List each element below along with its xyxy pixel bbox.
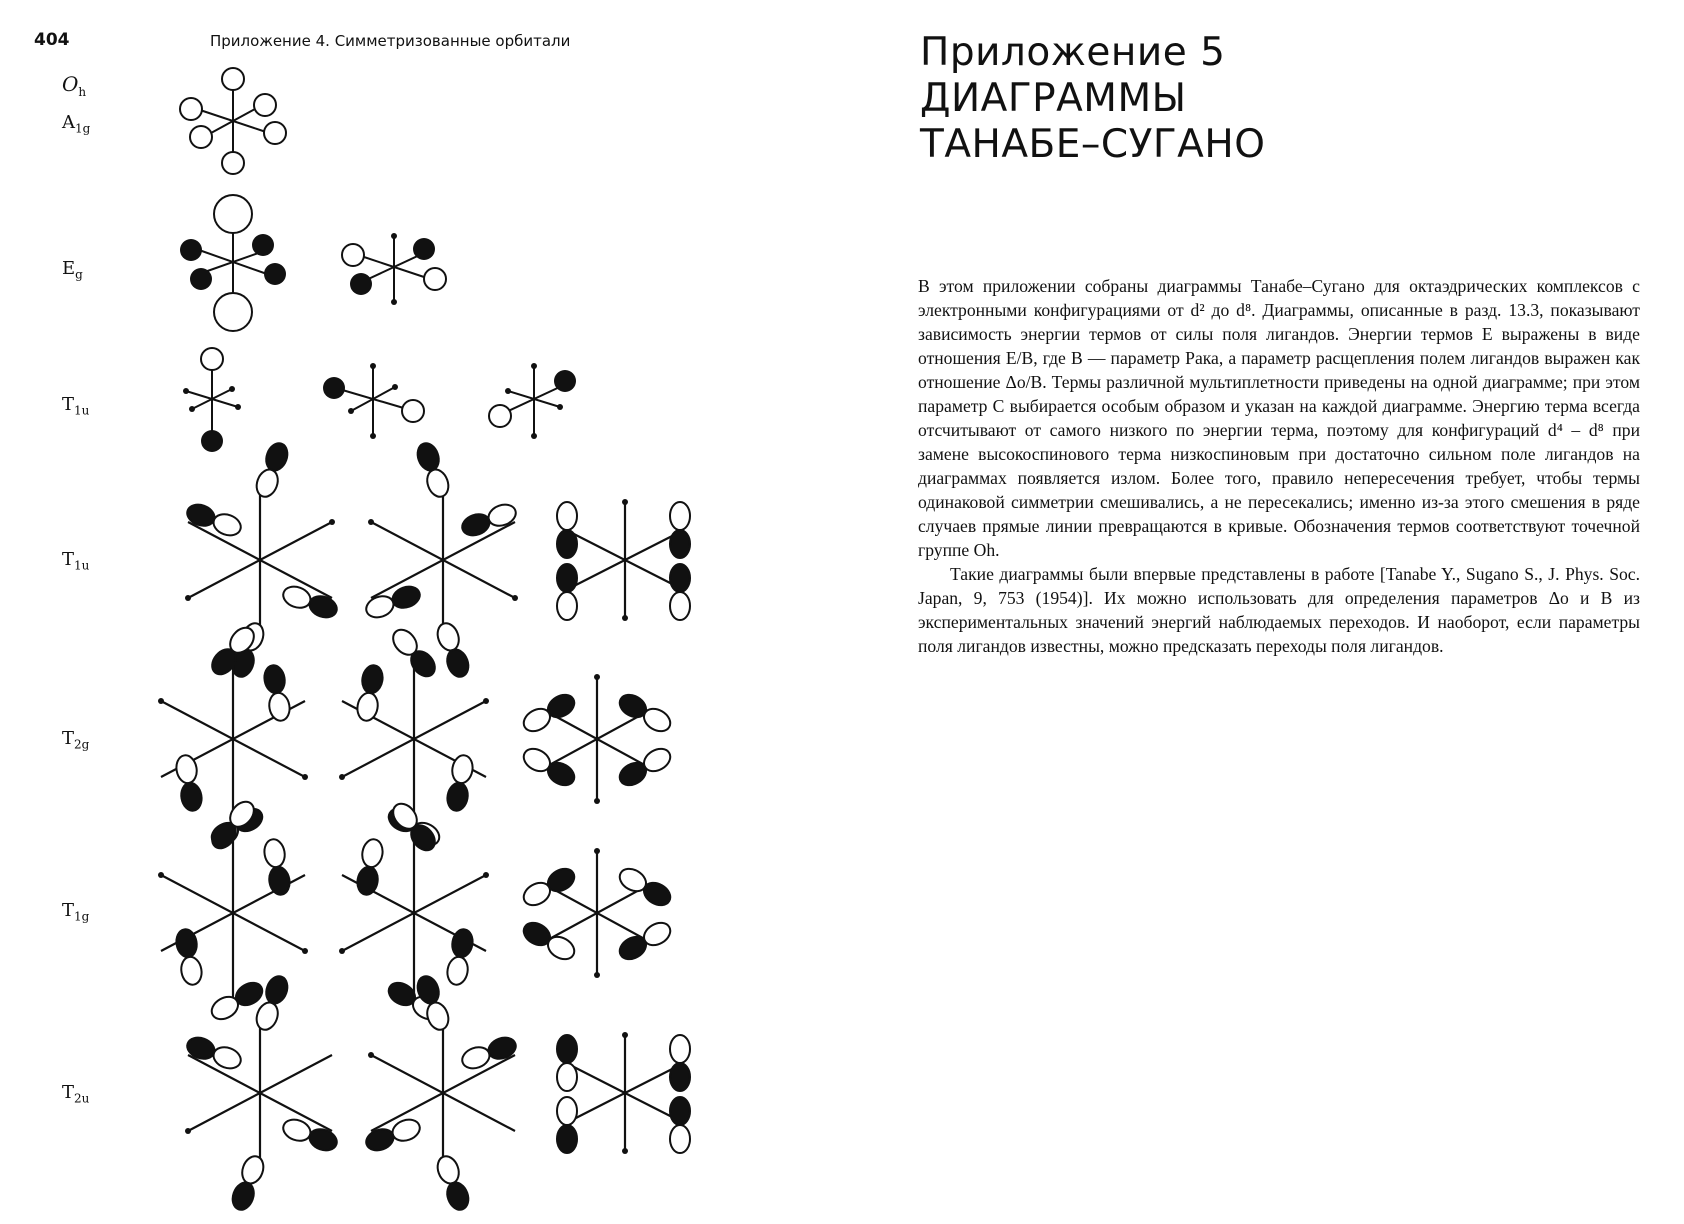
symmetry-subscript: g — [75, 267, 83, 282]
paragraph-intro: В этом приложении собраны диаграммы Танабе–Сугано для октаэдрических комплексов с электронными конфигурациями от d² до d⁸. Диаграммы, описанные в разд. 13.3, показывают зависимость энергии термов от силы поля лигандов. Энергии термов E выражены в виде отношения E/B, где B — параметр Рака, а параметр расщепления полем лигандов выражен как отношение Δo/B. Термы различной мультиплетности приведены на одной диаграмме; при этом параметр C выбирается особым образом и указан на каждой диаграмме. Энергию терма всегда отсчитывают от самого низкого по энергии терма, поэтому для конфигураций d⁴ – d⁸ при замене высокоспинового терма низкоспиновым при достаточно сильном поле лигандов на диаграммах появляется излом. Более того, правило непересечения требует, чтобы термы одинаковой симметрии смешивались, а не пересекались; именно из-за этого смешения в ряде случаев прямые линии превращаются в кривые. Обозначения термов соответствуют точечной группе Oh. — [918, 276, 1640, 560]
symmetry-letter: T — [62, 1082, 75, 1103]
symmetry-letter: A — [62, 112, 75, 133]
orbital-t2u-2 — [363, 973, 518, 1212]
orbital-t1g-3 — [520, 848, 674, 978]
point-group-symbol: O — [62, 72, 79, 96]
paragraph-history: Такие диаграммы были впервые представлены в работе [Tanabe Y., Sugano S., J. Phys. Soc. Japan, 9, 753 (1954)]. Их можно использовать для определения параметров Δo и B из экспериментальных значений энергий наблюдаемых переходов. И наоборот, если параметры поля лигандов известны, можно предсказать переходы поля лигандов. — [918, 564, 1640, 656]
symmetry-letter: T — [62, 549, 75, 570]
page-number: 404 — [34, 30, 70, 50]
orbital-a1g — [180, 68, 286, 174]
orbital-t2u-3 — [557, 1032, 690, 1154]
orbital-t1u-p-2 — [363, 440, 518, 679]
orbital-t2g-3 — [520, 674, 674, 804]
symmetry-subscript: 1g — [74, 909, 90, 924]
orbital-t1u-s-x — [323, 363, 424, 439]
orbital-t1g-2 — [339, 799, 489, 1024]
appendix-number: Приложение 5 — [920, 30, 1226, 75]
right-page — [900, 0, 1680, 1224]
symmetry-subscript: 1u — [74, 558, 90, 573]
left-page — [0, 0, 760, 1224]
point-group-subscript: h — [78, 85, 87, 99]
symmetry-letter: T — [62, 900, 75, 921]
orbital-t1u-p-1 — [184, 440, 339, 679]
symmetry-subscript: 1g — [75, 121, 91, 136]
body-text — [918, 274, 1640, 658]
symmetry-letter: T — [62, 394, 75, 415]
symmetry-letter: T — [62, 728, 75, 749]
symmetry-letter: E — [62, 258, 76, 279]
running-head: Приложение 4. Симметризованные орбитали — [210, 32, 571, 50]
symmetry-subscript: 2g — [74, 737, 90, 752]
orbital-t2u-1 — [184, 973, 339, 1212]
appendix-heading-line2: ТАНАБЕ–СУГАНО — [920, 122, 1266, 167]
orbital-t1u-s-z — [183, 348, 241, 452]
orbital-eg-z2 — [180, 195, 286, 331]
appendix-title — [920, 30, 1265, 168]
appendix-heading-line1: ДИАГРАММЫ — [920, 76, 1187, 121]
orbital-diagrams — [0, 0, 760, 1224]
symmetry-subscript: 1u — [74, 403, 90, 418]
orbital-eg-x2y2 — [342, 233, 446, 305]
symmetry-subscript: 2u — [74, 1091, 90, 1106]
orbital-t1u-s-y — [489, 363, 576, 439]
orbital-t1u-p-3 — [557, 499, 690, 621]
